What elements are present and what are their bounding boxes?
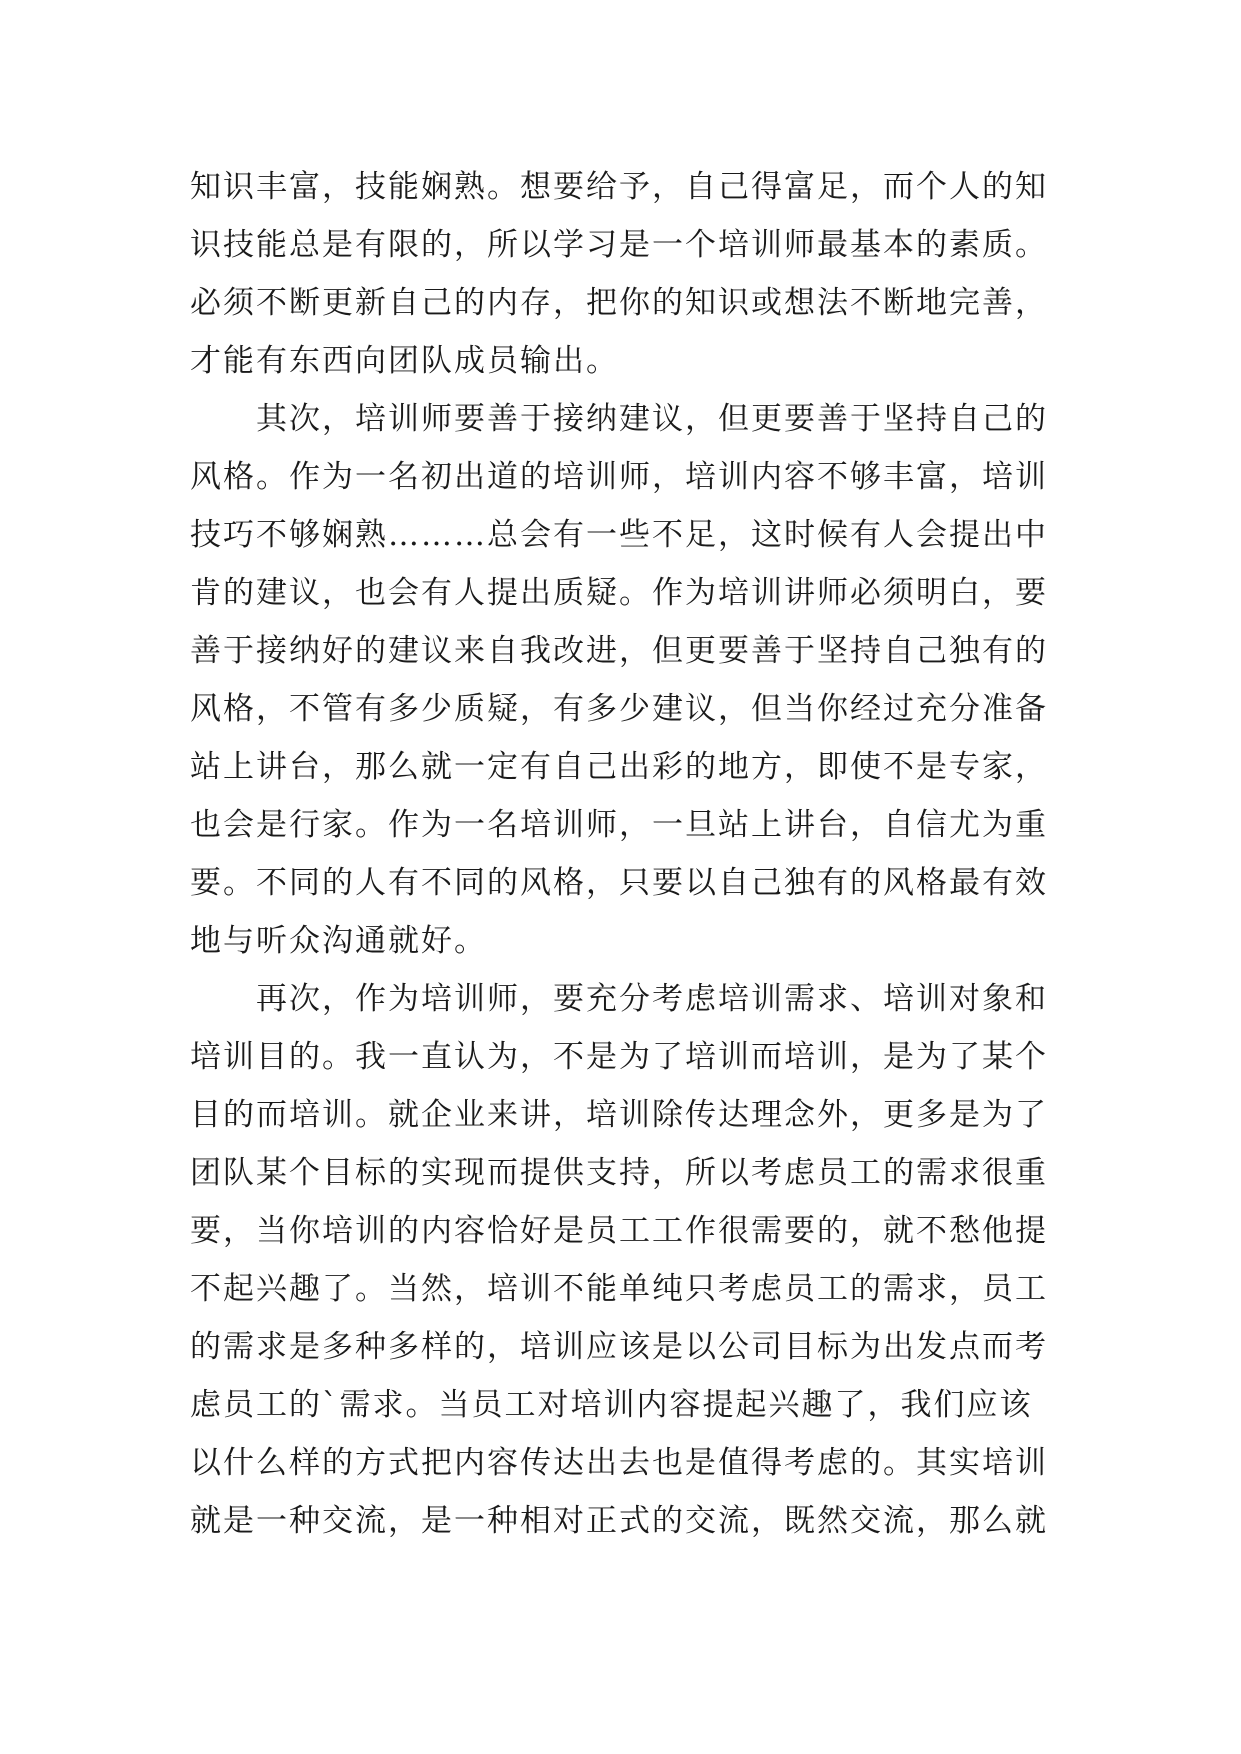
text-line: 地与听众沟通就好。	[190, 923, 487, 959]
text-line: 风格。作为一名初出道的培训师，培训内容不够丰富，培训	[190, 459, 1048, 495]
text-line: 站上讲台，那么就一定有自己出彩的地方，即使不是专家，	[190, 749, 1048, 785]
text-line: 知识丰富，技能娴熟。想要给予，自己得富足，而个人的知	[190, 169, 1048, 205]
text-line: 识技能总是有限的，所以学习是一个培训师最基本的素质。	[190, 227, 1048, 263]
text-line: 以什么样的方式把内容传达出去也是值得考虑的。其实培训	[190, 1445, 1048, 1481]
text-line: 就是一种交流，是一种相对正式的交流，既然交流，那么就	[190, 1503, 1048, 1539]
text-line: 才能有东西向团队成员输出。	[190, 343, 619, 379]
text-line: 培训目的。我一直认为，不是为了培训而培训，是为了某个	[190, 1039, 1048, 1075]
paragraph-first-line: 再次，作为培训师，要充分考虑培训需求、培训对象和	[256, 981, 1048, 1017]
text-line: 要。不同的人有不同的风格，只要以自己独有的风格最有效	[190, 865, 1048, 901]
text-line: 必须不断更新自己的内存，把你的知识或想法不断地完善，	[190, 285, 1048, 321]
paragraph-first-line: 其次，培训师要善于接纳建议，但更要善于坚持自己的	[256, 401, 1048, 437]
text-line: 的需求是多种多样的，培训应该是以公司目标为出发点而考	[190, 1329, 1048, 1365]
text-line: 善于接纳好的建议来自我改进，但更要善于坚持自己独有的	[190, 633, 1048, 669]
body-text	[190, 158, 1050, 1550]
text-line: 要，当你培训的内容恰好是员工工作很需要的，就不愁他提	[190, 1213, 1048, 1249]
text-line: 虑员工的`需求。当员工对培训内容提起兴趣了，我们应该	[190, 1387, 1033, 1423]
text-line: 也会是行家。作为一名培训师，一旦站上讲台，自信尤为重	[190, 807, 1048, 843]
text-line: 不起兴趣了。当然，培训不能单纯只考虑员工的需求，员工	[190, 1271, 1048, 1307]
text-line: 风格，不管有多少质疑，有多少建议，但当你经过充分准备	[190, 691, 1048, 727]
text-line: 目的而培训。就企业来讲，培训除传达理念外，更多是为了	[190, 1097, 1048, 1133]
text-line: 技巧不够娴熟………总会有一些不足，这时候有人会提出中	[190, 517, 1048, 553]
text-line: 团队某个目标的实现而提供支持，所以考虑员工的需求很重	[190, 1155, 1048, 1191]
text-line: 肯的建议，也会有人提出质疑。作为培训讲师必须明白，要	[190, 575, 1048, 611]
